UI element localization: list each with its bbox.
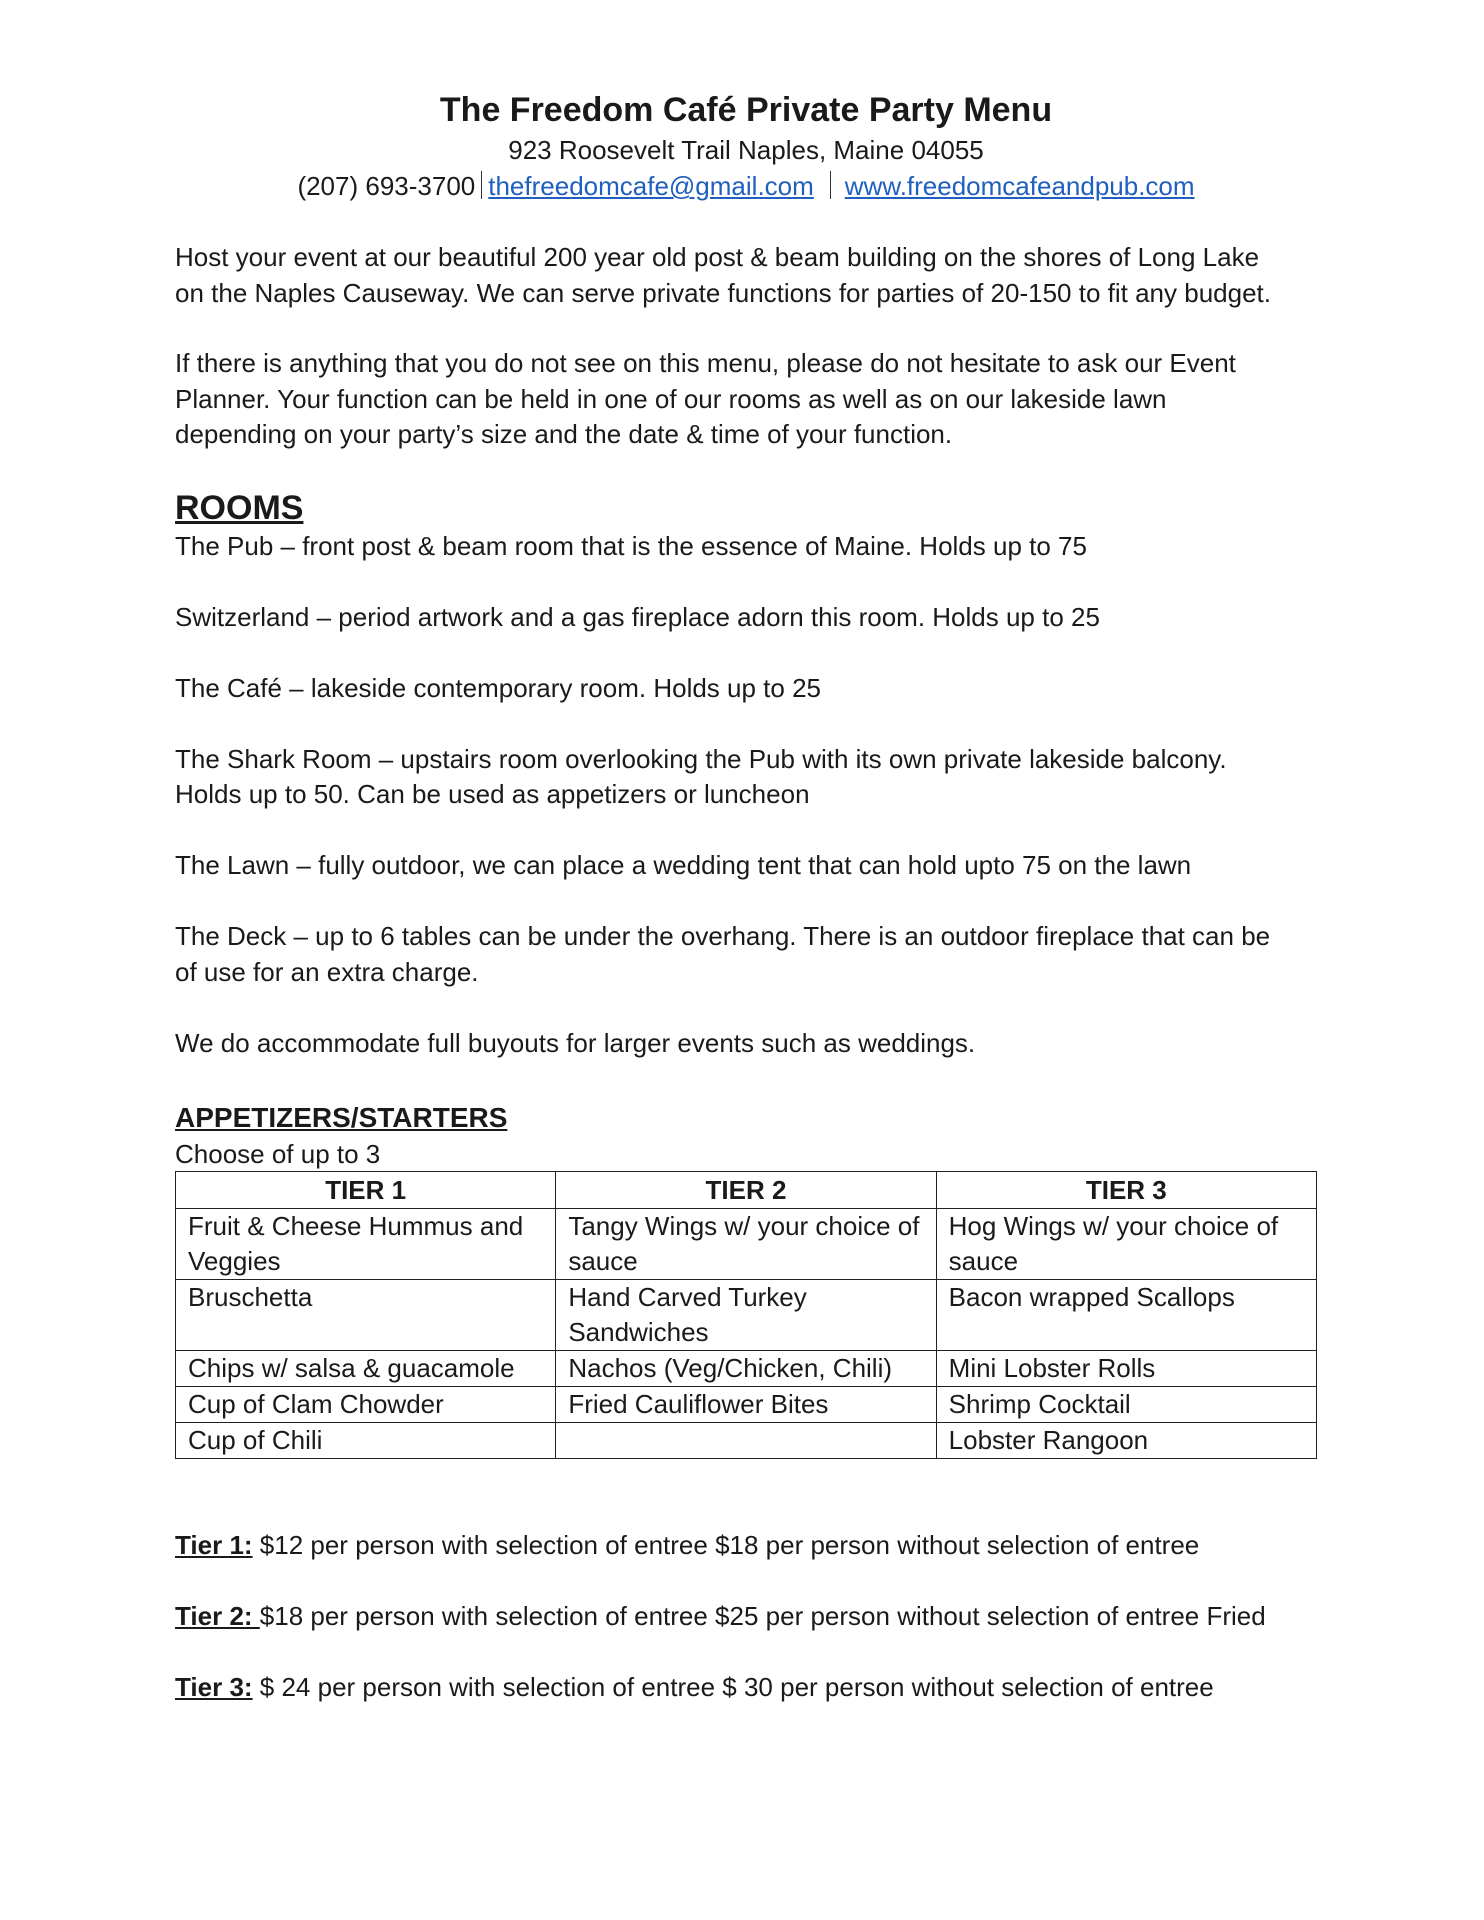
tier-3-text: $ 24 per person with selection of entree $ 30 per person without selection of entree [252,1672,1214,1702]
column-header: TIER 2 [556,1172,936,1209]
tier-2-label: Tier 2: [175,1601,260,1631]
intro-paragraph-1 [175,240,1317,311]
appetizers-subheading: Choose of up to 3 [175,1139,381,1169]
table-cell: Cup of Clam Chowder [176,1387,556,1423]
divider [481,171,482,199]
table-cell: Hog Wings w/ your choice of sauce [936,1209,1316,1280]
table-cell: Fried Cauliflower Bites [556,1387,936,1423]
menu-page [175,88,1317,1705]
tier-2-pricing [175,1598,1317,1634]
intro-line: on the Naples Causeway. We can serve private functions for parties of 20-150 to fit any budget. [175,277,1271,308]
rooms-heading: ROOMS [175,488,304,527]
table-row [176,1423,1317,1459]
room-line: Holds up to 50. Can be used as appetizers or luncheon [175,779,810,809]
tier-1-text: $12 per person with selection of entree $18 per person without selection of entree [252,1530,1200,1560]
intro-line: Host your event at our beautiful 200 year old post & beam building on the shores of Long Lake [175,242,1260,272]
email-link[interactable]: thefreedomcafe@gmail.com [488,171,814,201]
page-title: The Freedom Café Private Party Menu [439,91,1053,129]
room-switzerland: Switzerland – period artwork and a gas fireplace adorn this room. Holds up to 25 [175,601,1100,632]
column-header: TIER 3 [936,1172,1316,1209]
tier-1-pricing [175,1527,1317,1563]
table-cell: Mini Lobster Rolls [936,1351,1316,1387]
tier-1-label: Tier 1: [175,1530,253,1560]
tier-2-text: $18 per person with selection of entree $25 per person without selection of entree Fried [259,1601,1266,1631]
intro-line: Planner. Your function can be held in one of our rooms as well as on our lakeside lawn [175,383,1167,414]
table-cell: Nachos (Veg/Chicken, Chili) [556,1351,936,1387]
address: 923 Roosevelt Trail Naples, Maine 04055 [508,135,984,165]
table-cell: Cup of Chili [176,1423,556,1459]
tier-3-label: Tier 3: [175,1672,253,1702]
appetizer-tier-table [175,1171,1317,1459]
website-link[interactable]: www.freedomcafeandpub.com [844,171,1195,201]
table-cell [556,1423,936,1459]
intro-line: depending on your party’s size and the date & time of your function. [175,419,953,449]
table-cell: Lobster Rangoon [936,1423,1316,1459]
table-row [176,1280,1317,1351]
table-cell: Chips w/ salsa & guacamole [176,1351,556,1387]
room-line: The Deck – up to 6 tables can be under the overhang. There is an outdoor fireplace that can be [175,921,1271,951]
table-cell: Bacon wrapped Scallops [936,1280,1316,1351]
room-pub: The Pub – front post & beam room that is the essence of Maine. Holds up to 75 [175,530,1087,561]
intro-paragraph-2 [175,346,1317,453]
table-header-row [176,1172,1317,1209]
table-row [176,1387,1317,1423]
appetizers-heading: APPETIZERS/STARTERS [175,1102,508,1133]
divider [830,171,831,199]
table-cell: Hand Carved Turkey Sandwiches [556,1280,936,1351]
table-row [176,1351,1317,1387]
room-shark [175,742,1317,813]
column-header: TIER 1 [176,1172,556,1209]
tier-3-pricing [175,1669,1317,1705]
table-cell: Tangy Wings w/ your choice of sauce [556,1209,936,1280]
table-cell: Bruschetta [176,1280,556,1351]
table-cell: Shrimp Cocktail [936,1387,1316,1423]
contact-line [175,168,1317,204]
room-deck [175,919,1317,990]
buyouts-note: We do accommodate full buyouts for larger events such as weddings. [175,1027,976,1058]
intro-line: If there is anything that you do not see on this menu, please do not hesitate to ask our Event [175,348,1236,378]
room-line: of use for an extra charge. [175,956,479,987]
room-cafe: The Café – lakeside contemporary room. Holds up to 25 [175,672,822,703]
room-line: The Shark Room – upstairs room overlooking the Pub with its own private lakeside balcony. [175,743,1227,774]
table-row [176,1209,1317,1280]
room-lawn: The Lawn – fully outdoor, we can place a wedding tent that can hold upto 75 on the lawn [175,850,1192,880]
phone-number: (207) 693-3700 [297,171,476,201]
table-cell: Fruit & Cheese Hummus and Veggies [176,1209,556,1280]
